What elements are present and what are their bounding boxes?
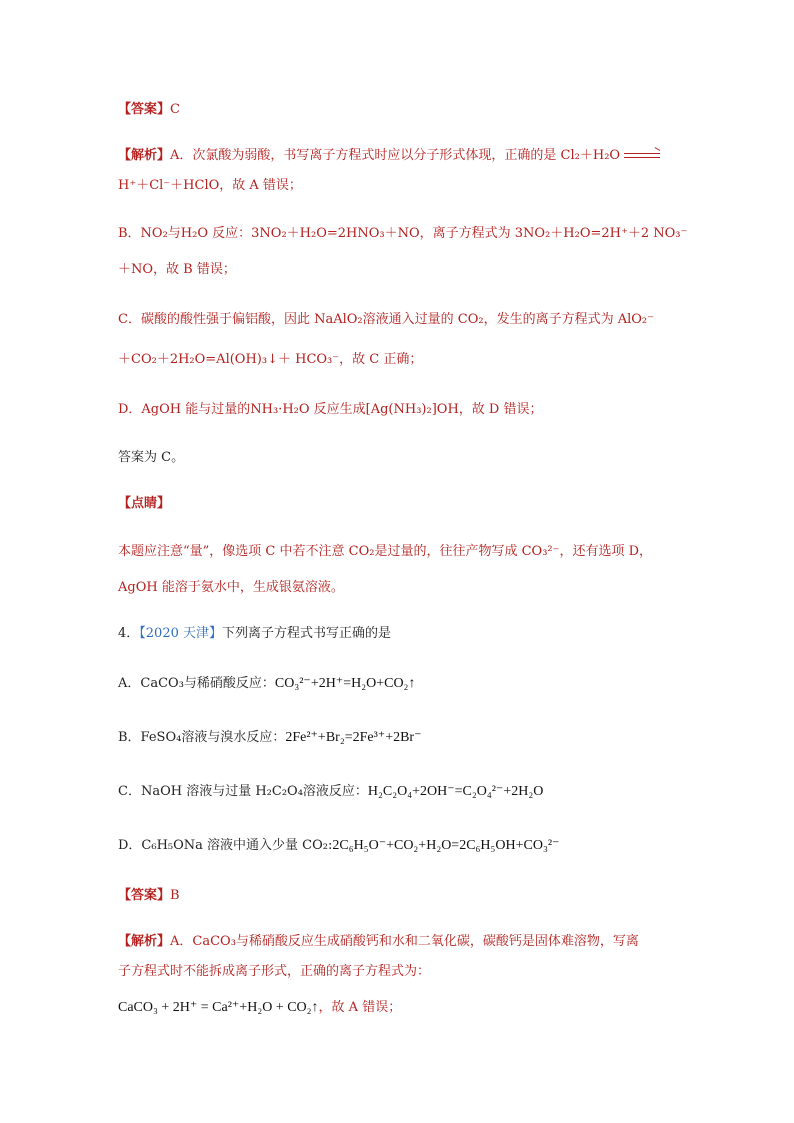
analysis-1-b-line-2: ＋NO，故 B 错误； <box>118 262 236 277</box>
question-4-option-d <box>118 836 559 856</box>
option-a-text: A．CaCO₃与稀硝酸反应： <box>118 676 275 691</box>
analysis-2-equation-line <box>118 998 401 1018</box>
analysis-1-d-line: D．AgOH 能与过量的NH₃·H₂O 反应生成[Ag(NH₃)₂]OH，故 D 错误； <box>118 402 543 417</box>
question-4-option-b <box>118 728 421 748</box>
analysis-1-a-line-1 <box>118 146 664 166</box>
option-d-text: D．C₆H₅ONa 溶液中通入少量 CO₂: <box>118 838 333 853</box>
answer-2 <box>118 886 180 906</box>
analysis-2-tail: ，故 A 错误； <box>318 1000 402 1015</box>
analysis-2-line-1-text: A．CaCO₃与稀硝酸反应生成硝酸钙和水和二氧化碳，碳酸钙是固体难溶物，写离 <box>170 934 639 949</box>
analysis-2-line-1 <box>118 932 639 952</box>
analysis-1-b-line-1: B．NO₂与H₂O 反应：3NO₂＋H₂O=2HNO₃＋NO，离子方程式为 3NO₂＋H₂O=2H⁺＋2 NO₃⁻ <box>118 226 688 241</box>
option-b-text: B．FeSO₄溶液与溴水反应： <box>118 730 286 745</box>
option-b-equation: 2Fe²⁺+Br₂=2Fe³⁺+2Br⁻ <box>285 730 422 745</box>
answer-2-label: 【答案】 <box>118 888 171 903</box>
analysis-2-equation: CaCO₃ + 2H⁺ = Ca²⁺+H₂O + CO₂↑ <box>118 1000 319 1015</box>
question-4-source: 【2020 天津】 <box>139 626 222 641</box>
analysis-1-c-line-1: C．碳酸的酸性强于偏铝酸，因此 NaAlO₂溶液通入过量的 CO₂，发生的离子方程式为 AlO₂⁻ <box>118 312 654 327</box>
analysis-2-line-2: 子方程式时不能拆成离子形式，正确的离子方程式为： <box>118 964 431 979</box>
question-4-option-c <box>118 782 543 802</box>
answer-2-value: B <box>170 888 180 903</box>
answer-1-value: C <box>170 102 180 117</box>
answer-1-label: 【答案】 <box>118 102 171 117</box>
analysis-1-label: 【解析】 <box>118 148 171 163</box>
analysis-2-label: 【解析】 <box>118 934 171 949</box>
question-4-stem-text: 下列离子方程式书写正确的是 <box>222 626 392 641</box>
option-c-text: C．NaOH 溶液与过量 H₂C₂O₄溶液反应： <box>118 784 368 799</box>
dianjing-line-2: AgOH 能溶于氨水中，生成银氨溶液。 <box>118 580 344 595</box>
analysis-1-conclusion: 答案为 C。 <box>118 450 185 465</box>
option-c-equation: H₂C₂O₄+2OH⁻=C₂O₄²⁻+2H₂O <box>367 784 544 799</box>
analysis-1-c-line-2: ＋CO₂＋2H₂O=Al(OH)₃↓＋ HCO₃⁻，故 C 正确； <box>118 352 423 367</box>
analysis-1-a-line-2: H⁺＋Cl⁻＋HClO，故 A 错误； <box>118 178 302 193</box>
option-d-equation: 2C₆H₅O⁻+CO₂+H₂O=2C₆H₅OH+CO₃²⁻ <box>332 838 560 853</box>
dianjing-label: 【点睛】 <box>118 496 171 511</box>
question-4-stem <box>118 624 391 644</box>
answer-1 <box>118 100 180 120</box>
option-a-equation: CO₃²⁻+2H⁺=H₂O+CO₂↑ <box>274 676 416 691</box>
dianjing-line-1: 本题应注意“量”，像选项 C 中若不注意 CO₂是过量的，往往产物写成 CO₃²⁻，还有选项 D， <box>118 544 653 559</box>
question-4-option-a <box>118 674 415 694</box>
analysis-1-a-text: A．次氯酸为弱酸，书写离子方程式时应以分子形式体现，正确的是 Cl₂＋H₂O <box>170 148 621 163</box>
reversible-arrow-icon <box>624 151 660 161</box>
question-4-number: 4． <box>118 626 140 641</box>
